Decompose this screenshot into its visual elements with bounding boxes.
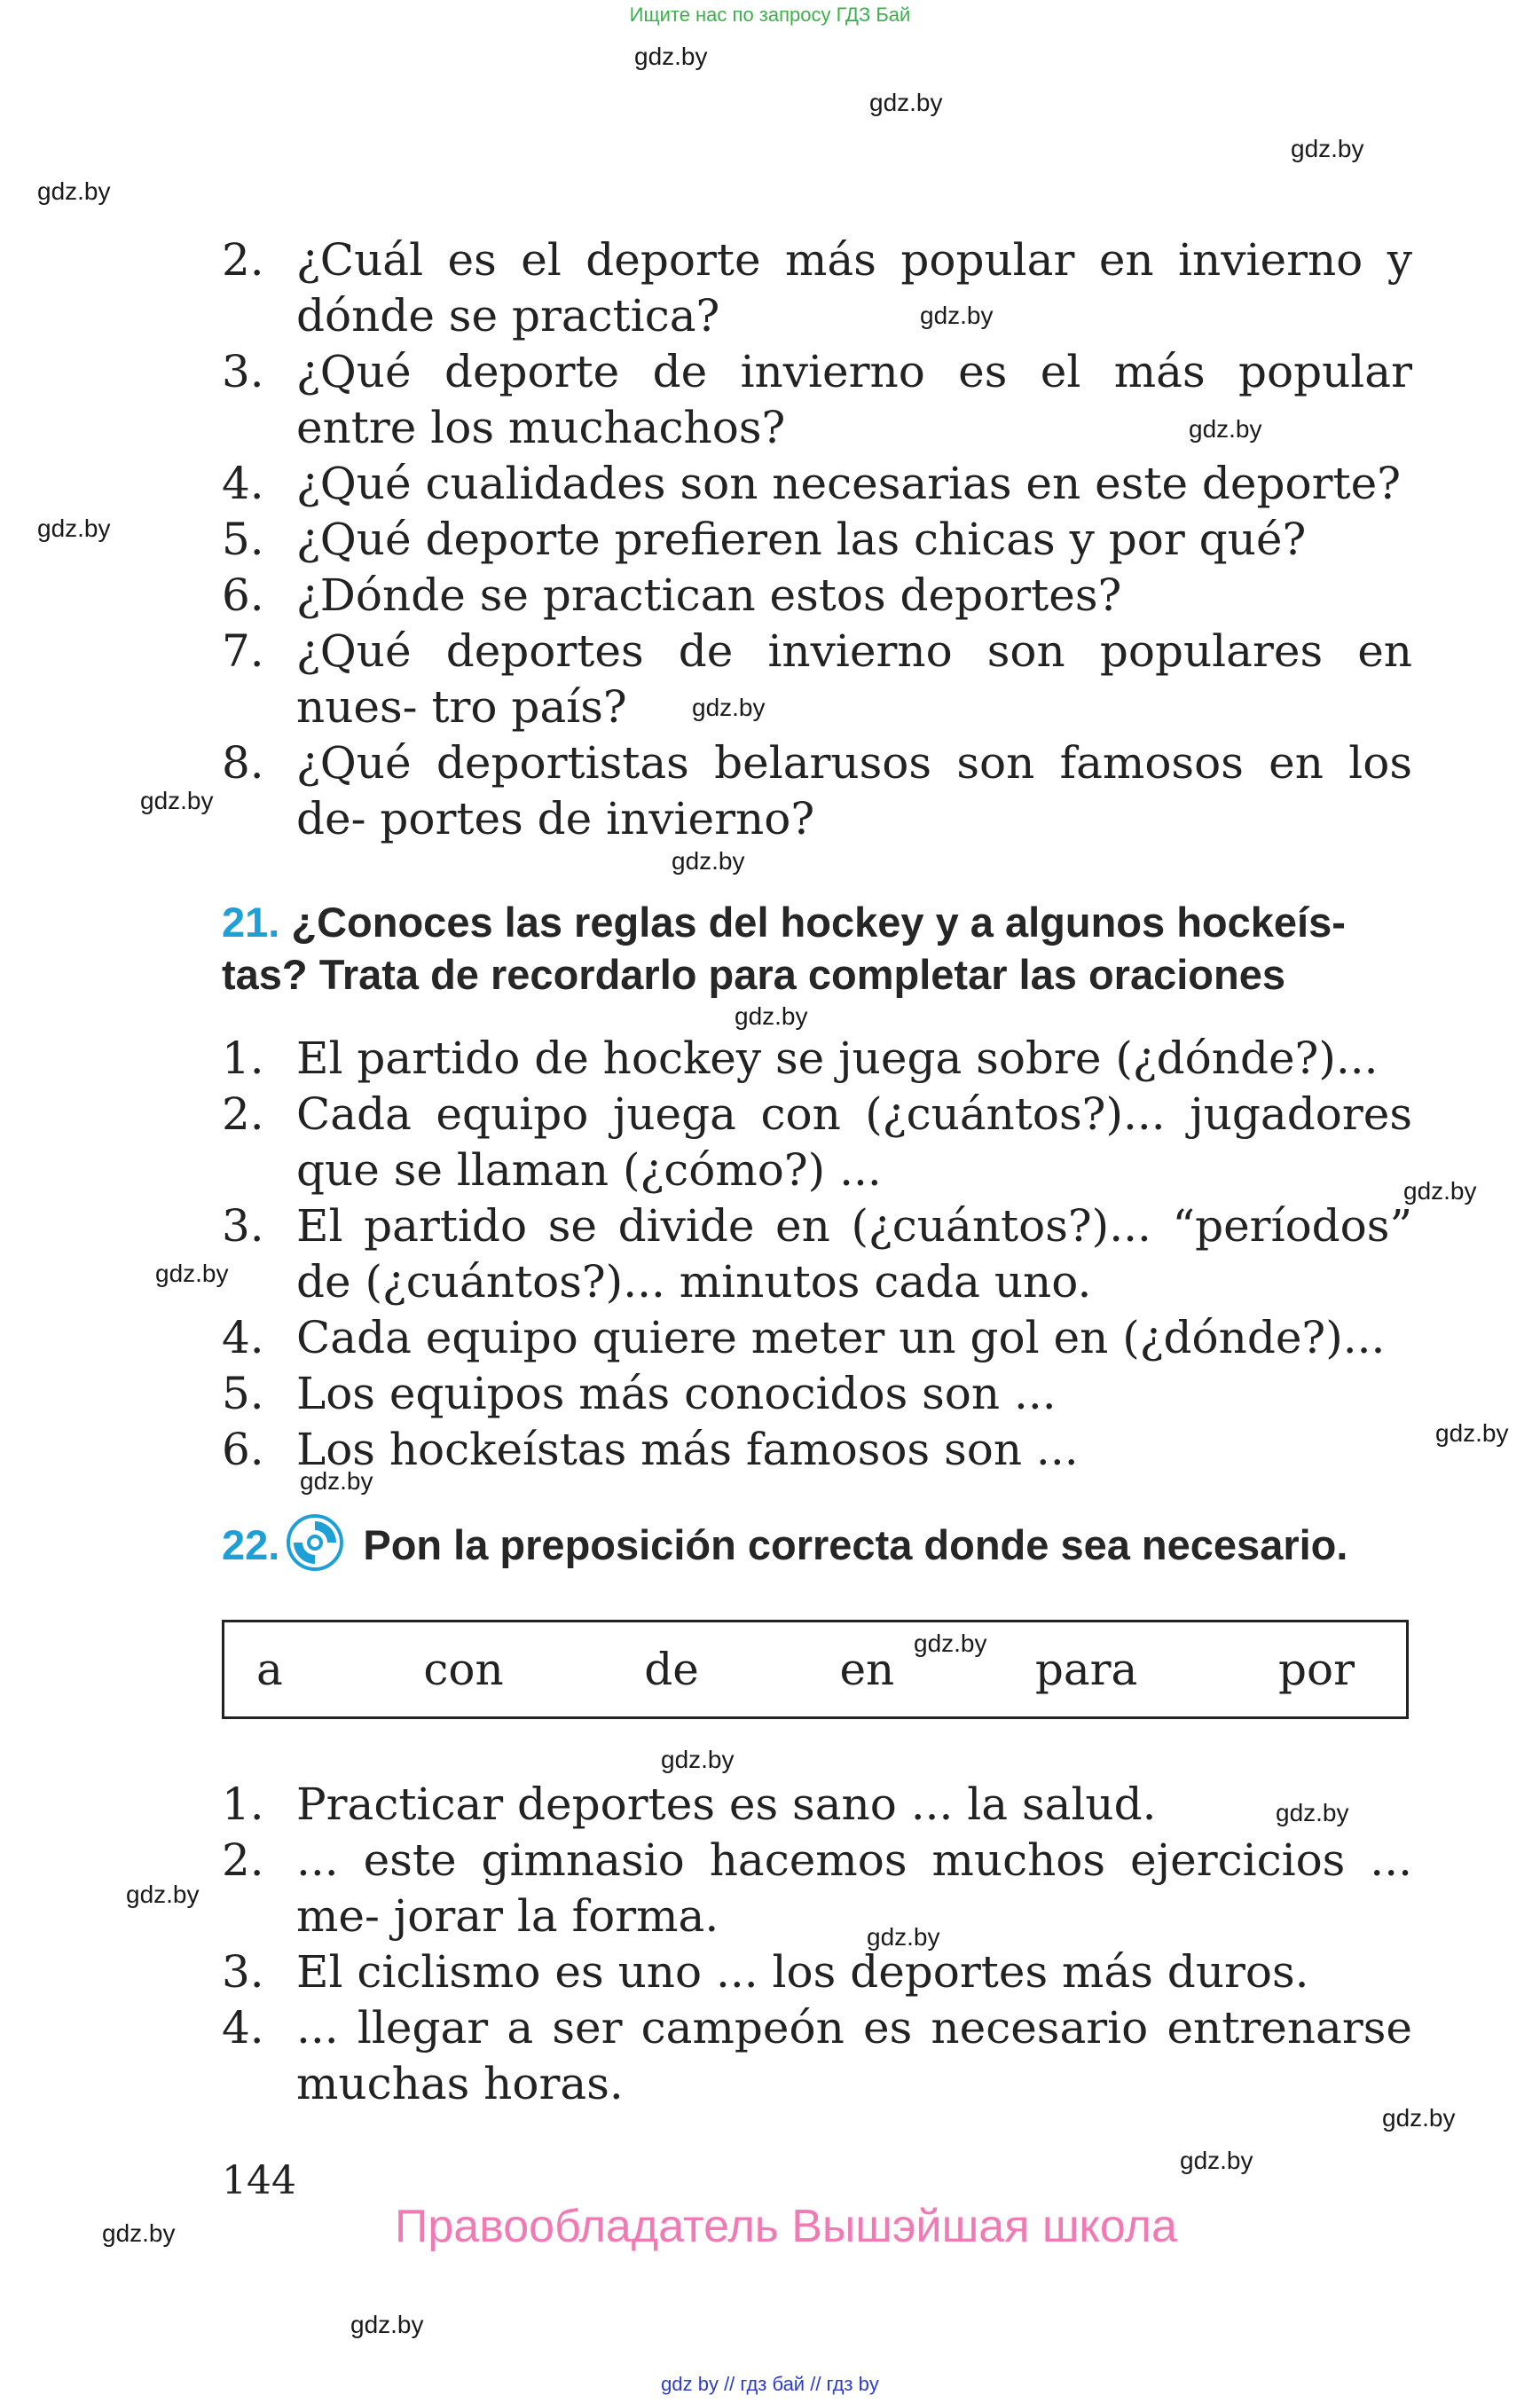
sentence-number: 1.	[222, 1033, 264, 1084]
question-number: 6.	[222, 569, 264, 621]
watermark: gdz.by	[634, 43, 708, 70]
sentence-text: Los hockeístas más famosos son ...	[296, 1424, 1079, 1475]
sentence-number: 2.	[222, 1834, 264, 1886]
watermark: gdz.by	[300, 1467, 373, 1495]
sentence-item	[222, 1944, 1412, 2000]
question-text: ¿Dónde se practican estos deportes?	[296, 569, 1122, 621]
question-number: 2.	[222, 234, 264, 286]
watermark: gdz.by	[126, 1881, 200, 1908]
question-item	[222, 512, 1412, 568]
word-bank-item: para	[1034, 1644, 1138, 1695]
sentence-text: ... este gimnasio hacemos muchos ejercicios ... me- jorar la forma.	[296, 1834, 1412, 1942]
sentence-text: El partido se divide en (¿cuántos?)... “períodos” de (¿cuántos?)... minutos cada uno.	[296, 1200, 1412, 1308]
watermark: gdz.by	[37, 177, 111, 205]
watermark: gdz.by	[155, 1260, 229, 1287]
watermark: gdz.by	[1180, 2147, 1253, 2174]
bottom-links[interactable]: gdz by // гдз бай // гдз by	[661, 2373, 879, 2395]
watermark: gdz.by	[350, 2311, 424, 2338]
top-banner: Ищите нас по запросу ГДЗ Бай	[629, 4, 911, 26]
sentence-number: 4.	[222, 1312, 264, 1363]
question-text: ¿Qué deporte de invierno es el más popular entre los muchachos?	[296, 346, 1412, 453]
task-21-heading	[222, 896, 1412, 1001]
sentence-item	[222, 1366, 1412, 1422]
watermark: gdz.by	[914, 1629, 987, 1657]
question-item	[222, 456, 1412, 512]
question-number: 4.	[222, 458, 264, 509]
question-text: ¿Qué deportistas belarusos son famosos en los de- portes de invierno?	[296, 737, 1412, 844]
question-number: 7.	[222, 625, 264, 677]
sentence-text: Cada equipo juega con (¿cuántos?)... jugadores que se llaman (¿cómo?) ...	[296, 1088, 1412, 1196]
watermark: gdz.by	[37, 514, 111, 542]
sentence-number: 6.	[222, 1424, 264, 1475]
watermark: gdz.by	[102, 2219, 176, 2247]
task-21-list	[222, 1031, 1412, 1478]
sentence-text: El partido de hockey se juega sobre (¿dónde?)...	[296, 1033, 1379, 1084]
watermark: gdz.by	[1189, 415, 1262, 443]
audio-cd-icon	[285, 1512, 345, 1584]
watermark: gdz.by	[140, 787, 214, 814]
watermark: gdz.by	[1435, 1419, 1509, 1447]
question-item	[222, 735, 1412, 847]
question-number: 5.	[222, 514, 264, 565]
word-bank-item: en	[839, 1644, 895, 1695]
watermark: gdz.by	[1382, 2104, 1456, 2132]
task-title: ¿Conoces las reglas del hockey y a algunos hockeís- tas? Trata de recordarlo para completar las oraciones	[222, 899, 1346, 998]
sentence-text: El ciclismo es uno ... los deportes más duros.	[296, 1946, 1309, 1998]
watermark: gdz.by	[869, 89, 943, 116]
sentence-text: ... llegar a ser campeón es necesario entrenarse muchas horas.	[296, 2002, 1412, 2109]
sentence-item	[222, 1422, 1412, 1478]
question-list	[222, 232, 1412, 847]
watermark: gdz.by	[661, 1746, 735, 1773]
question-text: ¿Qué deportes de invierno son populares en nues- tro país?	[296, 625, 1412, 733]
sentence-text: Practicar deportes es sano ... la salud.	[296, 1779, 1157, 1830]
sentence-item	[222, 1087, 1412, 1198]
task-22-list	[222, 1777, 1412, 2112]
watermark: gdz.by	[920, 302, 994, 329]
sentence-item	[222, 1031, 1412, 1087]
watermark: gdz.by	[1291, 135, 1364, 162]
question-text: ¿Qué cualidades son necesarias en este deporte?	[296, 458, 1402, 509]
question-number: 8.	[222, 737, 264, 789]
sentence-number: 2.	[222, 1088, 264, 1140]
sentence-text: Los equipos más conocidos son ...	[296, 1368, 1057, 1419]
word-bank-item: a	[256, 1644, 283, 1695]
task-number: 22.	[222, 1520, 280, 1568]
watermark: gdz.by	[735, 1002, 808, 1030]
watermark: gdz.by	[692, 694, 766, 721]
question-item	[222, 624, 1412, 735]
question-item	[222, 568, 1412, 624]
question-number: 3.	[222, 346, 264, 397]
question-item	[222, 232, 1412, 344]
sentence-item	[222, 2000, 1412, 2112]
sentence-item	[222, 1198, 1412, 1310]
watermark: gdz.by	[867, 1923, 940, 1951]
word-bank-item: con	[423, 1644, 504, 1695]
sentence-number: 3.	[222, 1946, 264, 1998]
question-text: ¿Cuál es el deporte más popular en invierno y dónde se practica?	[296, 234, 1412, 342]
sentence-number: 1.	[222, 1779, 264, 1830]
task-22-heading	[222, 1512, 1412, 1584]
watermark: gdz.by	[1276, 1799, 1349, 1826]
question-text: ¿Qué deporte prefieren las chicas y por qué?	[296, 514, 1307, 565]
word-bank-item: por	[1277, 1644, 1355, 1695]
watermark: gdz.by	[672, 847, 745, 875]
watermark: gdz.by	[1403, 1177, 1477, 1205]
task-number: 21.	[222, 899, 280, 946]
sentence-number: 4.	[222, 2002, 264, 2054]
sentence-number: 3.	[222, 1200, 264, 1252]
word-bank-item: de	[644, 1644, 699, 1695]
sentence-number: 5.	[222, 1368, 264, 1419]
word-bank	[222, 1620, 1409, 1719]
question-item	[222, 344, 1412, 456]
sentence-item	[222, 1777, 1412, 1833]
sentence-item	[222, 1310, 1412, 1366]
copyright-notice: Правообладатель Вышэйшая школа	[395, 2201, 1177, 2252]
sentence-text: Cada equipo quiere meter un gol en (¿dónde?)...	[296, 1312, 1386, 1363]
task-title: Pon la preposición correcta donde sea necesario.	[363, 1520, 1348, 1568]
sentence-item	[222, 1833, 1412, 1944]
page-number: 144	[222, 2158, 296, 2203]
